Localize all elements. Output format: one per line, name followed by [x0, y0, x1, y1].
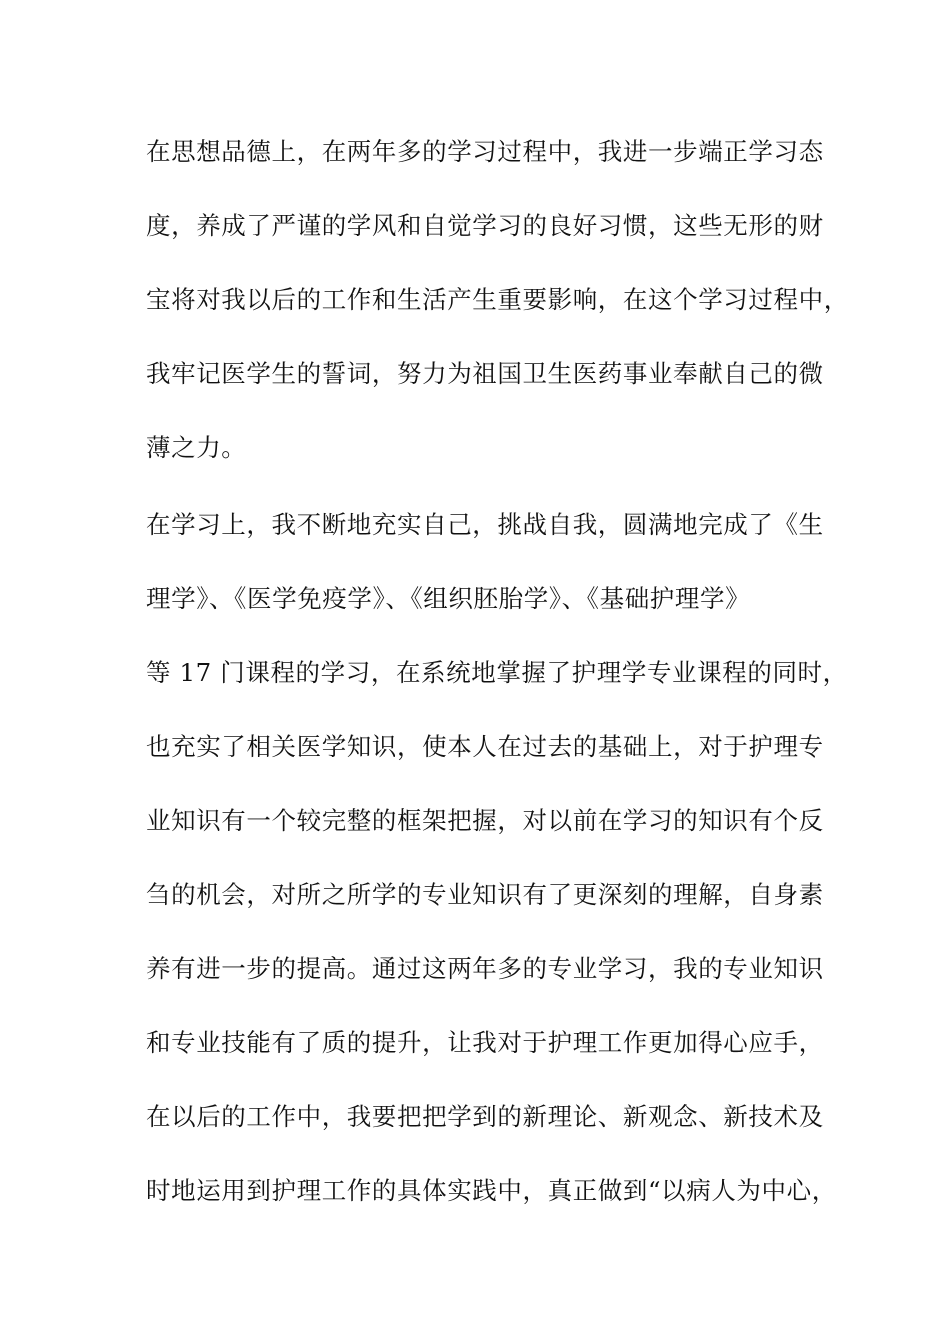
- text-line: 理学》、《医学免疫学》、《组织胚胎学》、《基础护理学》: [146, 584, 751, 613]
- text-line: 在思想品德上，在两年多的学习过程中，我进一步端正学习态: [146, 137, 824, 166]
- text-line: 我牢记医学生的誓词，努力为祖国卫生医药事业奉献自己的微: [146, 359, 824, 388]
- text-line: 和专业技能有了质的提升，让我对于护理工作更加得心应手，: [146, 1028, 824, 1057]
- text-line: 在以后的工作中，我要把把学到的新理论、新观念、新技术及: [146, 1102, 824, 1131]
- text-line: 养有进一步的提高。通过这两年多的专业学习，我的专业知识: [146, 954, 824, 983]
- text-line: 度，养成了严谨的学风和自觉学习的良好习惯，这些无形的财: [146, 211, 824, 240]
- text-line: 在学习上，我不断地充实自己，挑战自我，圆满地完成了《生: [146, 510, 824, 539]
- text-line: 薄之力。: [146, 433, 247, 462]
- text-line: 刍的机会，对所之所学的专业知识有了更深刻的理解，自身素: [146, 880, 824, 909]
- text-line: 宝将对我以后的工作和生活产生重要影响，在这个学习过程中，: [146, 285, 849, 314]
- text-line: 时地运用到护理工作的具体实践中，真正做到“以病人为中心，: [146, 1176, 837, 1205]
- text-line: 业知识有一个较完整的框架把握，对以前在学习的知识有个反: [146, 806, 824, 835]
- text-line: 也充实了相关医学知识，使本人在过去的基础上，对于护理专: [146, 732, 824, 761]
- text-line: 等 17 门课程的学习，在系统地掌握了护理学专业课程的同时，: [146, 658, 848, 687]
